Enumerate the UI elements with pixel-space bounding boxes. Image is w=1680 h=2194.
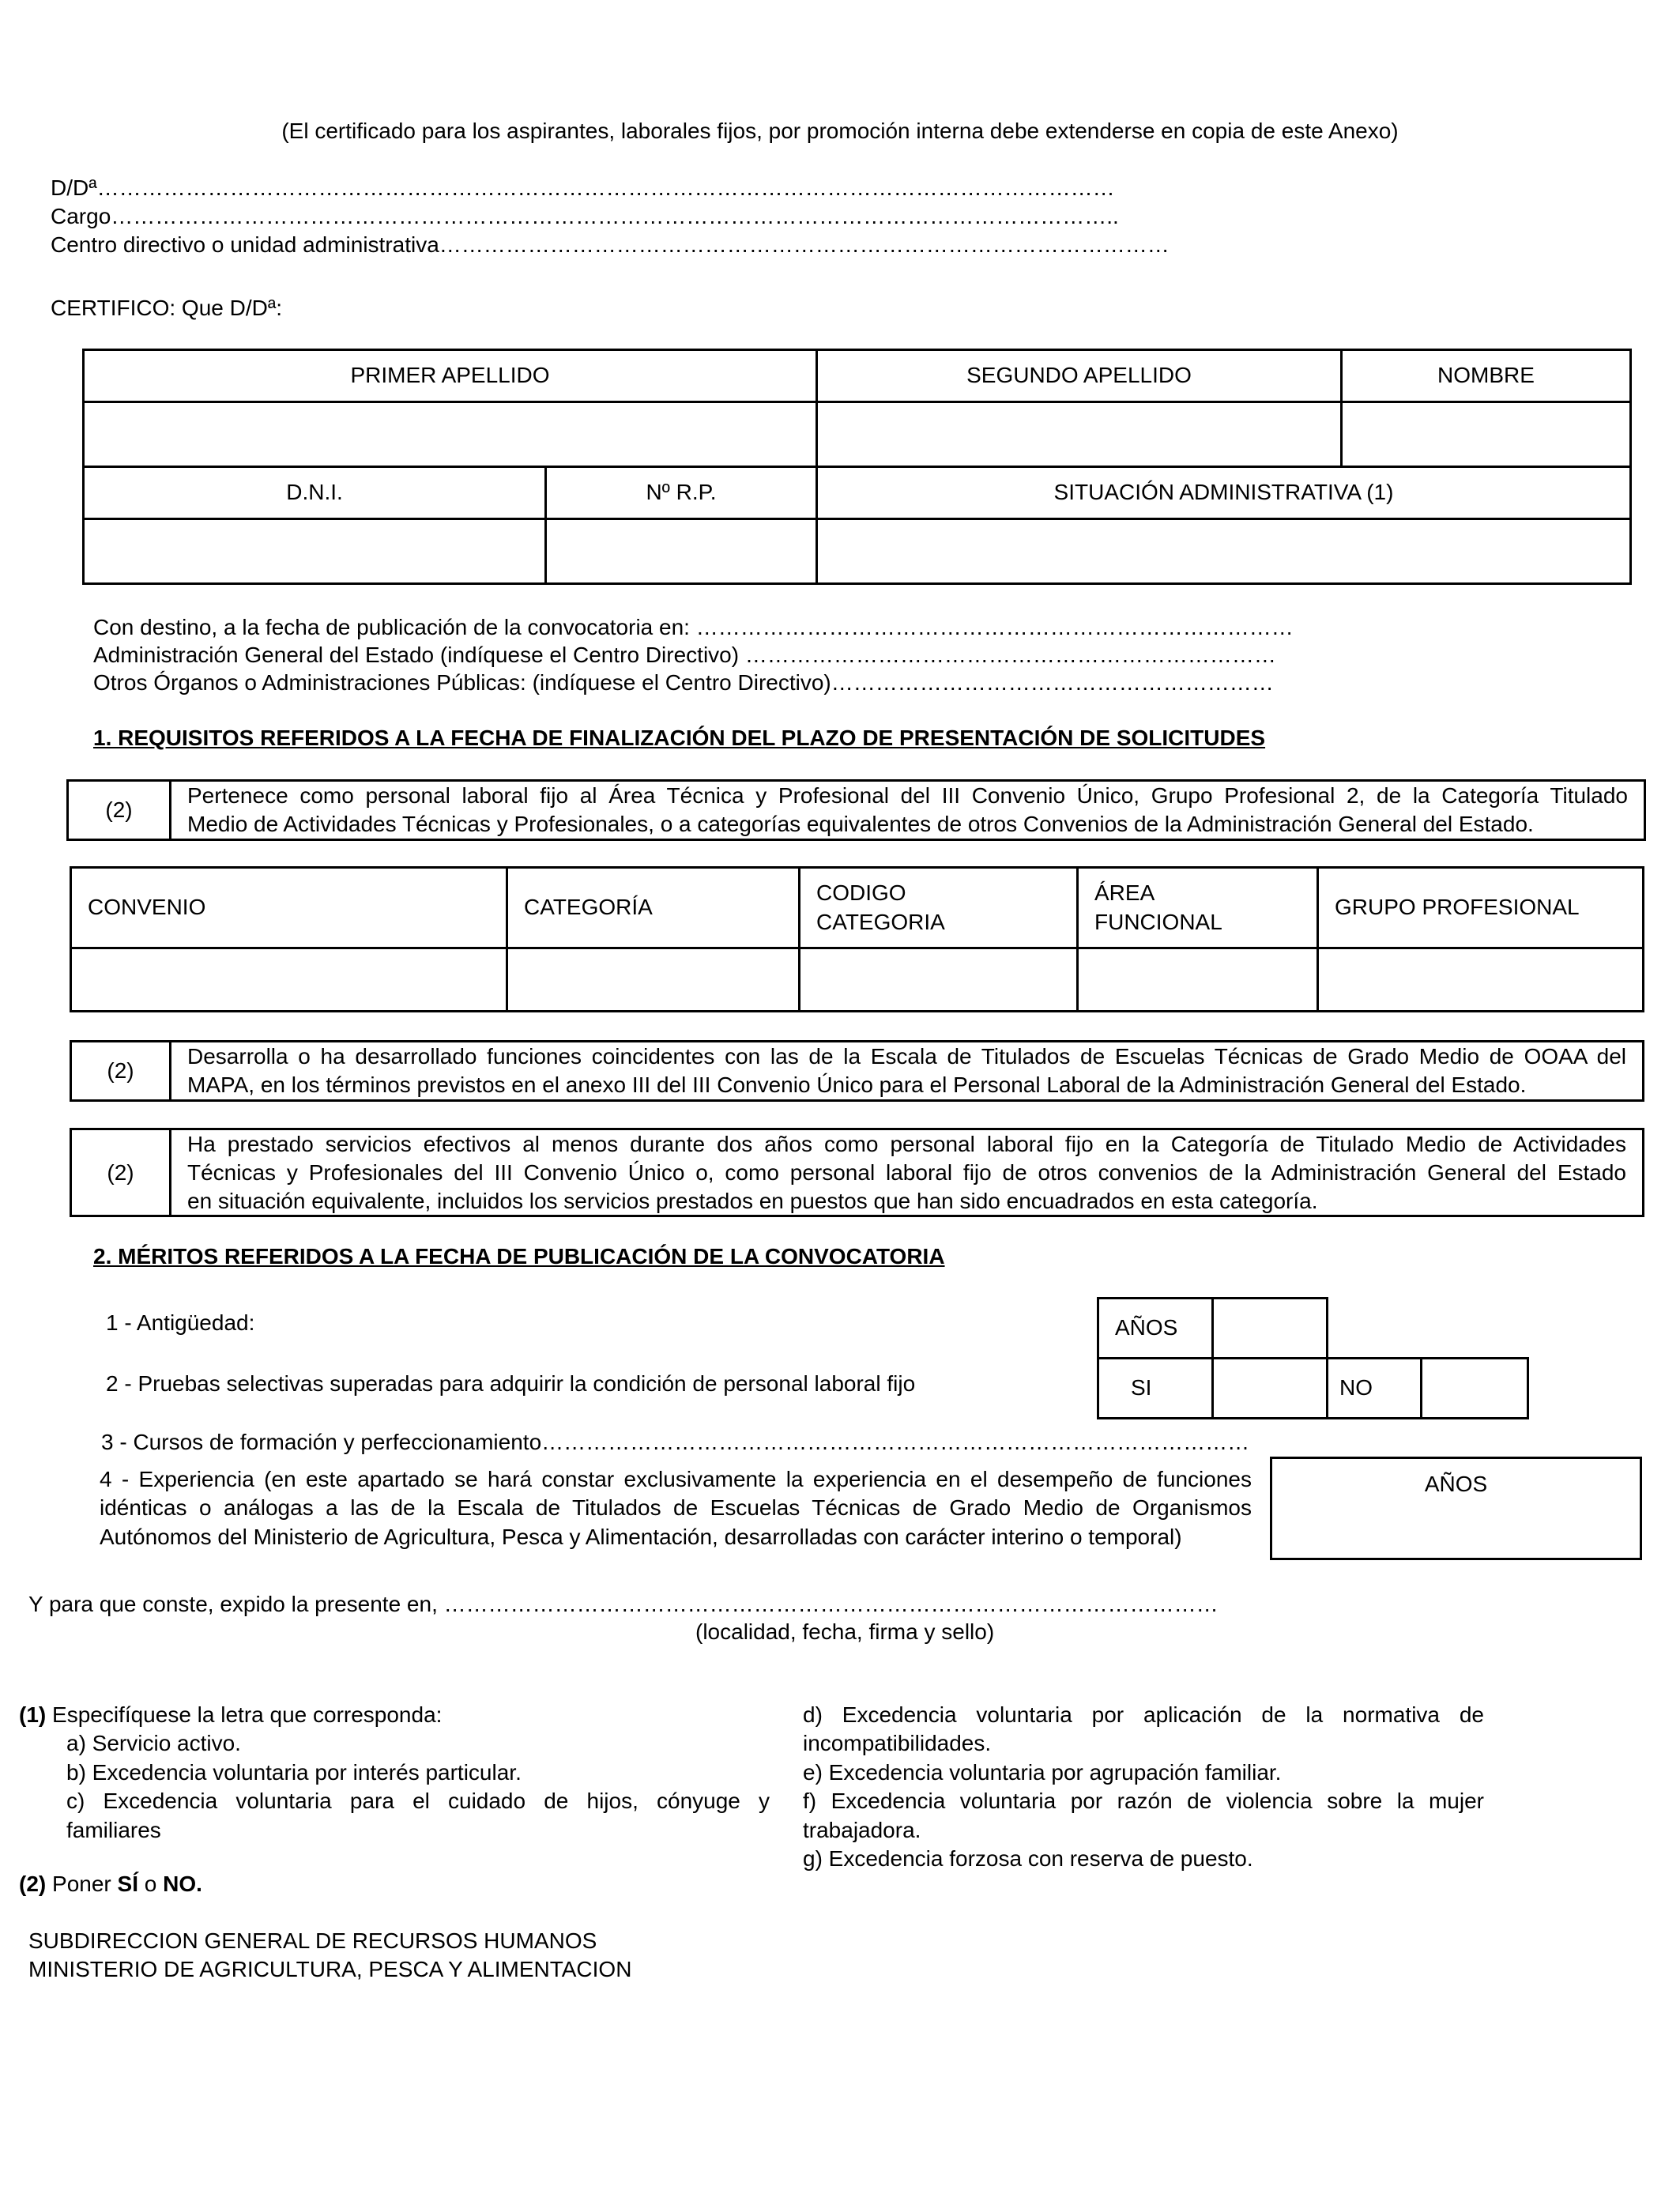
convenio-header: CONVENIO [71, 868, 507, 948]
note-c-line-1: c) Excedencia voluntaria para el cuidado de hijos, cónyuge y [66, 1789, 770, 1814]
categoria-cell[interactable] [507, 948, 800, 1012]
note-d-line-1: d) Excedencia voluntaria por aplicación de la normativa de [803, 1702, 1484, 1727]
anos-input-box[interactable] [1211, 1297, 1328, 1359]
note-b: b) Excedencia voluntaria por interés particular. [66, 1759, 522, 1785]
segundo-apellido-cell[interactable] [817, 402, 1342, 467]
area-line-1: ÁREA [1094, 880, 1155, 906]
dni-cell[interactable] [84, 519, 546, 584]
area-funcional-cell[interactable] [1078, 948, 1318, 1012]
experiencia-anos-label: AÑOS [1424, 1472, 1488, 1496]
situacion-header: SITUACIÓN ADMINISTRATIVA (1) [817, 467, 1631, 519]
note-a: a) Servicio activo. [66, 1731, 241, 1756]
no-input-box[interactable] [1420, 1357, 1529, 1419]
merito-1-antiguedad: 1 - Antigüedad: [106, 1310, 255, 1335]
nombre-cell[interactable] [1342, 402, 1631, 467]
footer-subdireccion: SUBDIRECCION GENERAL DE RECURSOS HUMANOS [28, 1928, 597, 1953]
note-c-line-2: familiares [66, 1817, 161, 1842]
section-2-title: 2. MÉRITOS REFERIDOS A LA FECHA DE PUBLICACIÓN DE LA CONVOCATORIA [93, 1244, 945, 1269]
dni-header: D.N.I. [84, 467, 546, 519]
note-g: g) Excedencia forzosa con reserva de puesto. [803, 1845, 1253, 1871]
note-f-line-1: f) Excedencia voluntaria por razón de violencia sobre la mujer [803, 1789, 1484, 1814]
segundo-apellido-header: SEGUNDO APELLIDO [817, 350, 1342, 402]
dd-field: D/Dª………………………………………………………………………………………………………………………… [51, 175, 1115, 200]
notes-right [803, 1701, 1484, 1873]
note-2 [19, 1870, 202, 1898]
no-label: NO [1339, 1375, 1373, 1400]
si-input-box[interactable] [1211, 1357, 1328, 1419]
requirement-3-line-3: en situación equivalente, incluidos los servicios prestados en puestos que han sido encuadrados en esta categoría. [187, 1188, 1318, 1213]
destino-line-3: Otros Órganos o Administraciones Públicas: (indíquese el Centro Directivo)…………………………………………………… [93, 670, 1274, 695]
area-line-2: FUNCIONAL [1094, 909, 1222, 934]
note-2-label: (2) [19, 1872, 47, 1896]
grupo-profesional-cell[interactable] [1318, 948, 1644, 1012]
codigo-line-2: CATEGORIA [816, 909, 945, 934]
expido-line: Y para que conste, expido la presente en, …………………………………………………………………………………………… [28, 1592, 1219, 1616]
requirement-3-line-2: Técnicas y Profesionales del III Convenio Único o, como personal laboral fijo de otros convenios de la Administración General del Estado [187, 1159, 1626, 1185]
merito-4-experiencia [100, 1465, 1252, 1551]
note-2-text: Poner [46, 1872, 118, 1896]
requirement-1-mark[interactable]: (2) [68, 781, 171, 840]
codigo-line-1: CODIGO [816, 880, 906, 906]
no-label-box [1326, 1357, 1422, 1419]
categoria-header: CATEGORÍA [507, 868, 800, 948]
note-2-o: o [137, 1872, 164, 1896]
requirement-2-line-2: MAPA, en los términos previstos en el anexo III del III Convenio Único para el Personal Laboral de la Administración General del Estado. [187, 1072, 1527, 1097]
centro-field: Centro directivo o unidad administrativa……………………………………………………………………………………… [51, 232, 1170, 257]
requirement-1-line-1: Pertenece como personal laboral fijo al Área Técnica y Profesional del III Convenio Único, Grupo Profesional 2, de la Categoría Titulado [187, 783, 1628, 808]
note-1-heading [19, 1701, 770, 1729]
anos-label-box [1097, 1297, 1214, 1359]
si-label-box [1097, 1357, 1214, 1419]
experiencia-anos-box[interactable] [1270, 1457, 1642, 1560]
destino-line-1: Con destino, a la fecha de publicación de la convocatoria en: ……………………………………………………………………… [93, 615, 1294, 639]
anos-label: AÑOS [1115, 1315, 1178, 1340]
destino-line-2: Administración General del Estado (indíquese el Centro Directivo) ……………………………………………………………… [93, 643, 1276, 667]
convenio-table [70, 866, 1644, 1012]
personal-data-table [82, 349, 1632, 585]
note-d-line-2: incompatibilidades. [803, 1731, 992, 1756]
note-f-line-2: trabajadora. [803, 1817, 921, 1842]
requirement-2-text [171, 1042, 1644, 1101]
notes-left [19, 1701, 770, 1845]
codigo-categoria-cell[interactable] [800, 948, 1078, 1012]
note-1-text: Especifíquese la letra que corresponda: [46, 1702, 443, 1727]
merito-3-cursos: 3 - Cursos de formación y perfeccionamiento…………………………………………………………………………………… [101, 1430, 1250, 1454]
nombre-header: NOMBRE [1342, 350, 1631, 402]
merito-4-line-1: 4 - Experiencia (en este apartado se hará constar exclusivamente la experiencia en el desempeño de funciones [100, 1467, 1252, 1491]
requirement-1-text [171, 781, 1645, 840]
requirement-3-mark[interactable]: (2) [71, 1129, 171, 1216]
merito-4-line-2: idénticas o análogas a las de la Escala de Titulados de Escuelas Técnicas de Grado Medio de Organismos [100, 1495, 1252, 1521]
primer-apellido-header: PRIMER APELLIDO [84, 350, 817, 402]
requirement-3 [70, 1128, 1644, 1217]
requirement-3-line-1: Ha prestado servicios efectivos al menos durante dos años como personal laboral fijo en la Categoría de Titulado Medio de Actividades [187, 1132, 1626, 1156]
cargo-field: Cargo……………………………………………………………………………………………………………………….. [51, 204, 1119, 228]
footer-ministerio: MINISTERIO DE AGRICULTURA, PESCA Y ALIMENTACION [28, 1957, 632, 1981]
convenio-cell[interactable] [71, 948, 507, 1012]
si-label: SI [1131, 1375, 1152, 1400]
section-1-title: 1. REQUISITOS REFERIDOS A LA FECHA DE FINALIZACIÓN DEL PLAZO DE PRESENTACIÓN DE SOLICITUDES [93, 726, 1266, 750]
note-1-label: (1) [19, 1702, 47, 1727]
requirement-1-line-2: Medio de Actividades Técnicas y Profesionales, o a categorías equivalentes de otros Convenios de la Administración General del Estado. [187, 811, 1534, 836]
grupo-profesional-header: GRUPO PROFESIONAL [1318, 868, 1644, 948]
requirement-2 [70, 1040, 1644, 1102]
nrp-header: Nº R.P. [546, 467, 817, 519]
note-2-si: SÍ [117, 1872, 138, 1896]
nrp-cell[interactable] [546, 519, 817, 584]
requirement-3-text [171, 1129, 1644, 1216]
requirement-2-line-1: Desarrolla o ha desarrollado funciones coincidentes con las de la Escala de Titulados de Escuelas Técnicas de Grado Medio de OOAA del [187, 1044, 1626, 1069]
merito-2-pruebas: 2 - Pruebas selectivas superadas para adquirir la condición de personal laboral fijo [106, 1371, 916, 1396]
area-funcional-header [1078, 868, 1318, 948]
merito-4-line-3: Autónomos del Ministerio de Agricultura, Pesca y Alimentación, desarrolladas con carácter interino o temporal) [100, 1524, 1182, 1549]
certifico-label: CERTIFICO: Que D/Dª: [51, 296, 283, 320]
primer-apellido-cell[interactable] [84, 402, 817, 467]
requirement-2-mark[interactable]: (2) [71, 1042, 171, 1101]
situacion-cell[interactable] [817, 519, 1631, 584]
requirement-1 [66, 779, 1646, 841]
codigo-categoria-header [800, 868, 1078, 948]
header-note: (El certificado para los aspirantes, laborales fijos, por promoción interna debe extenderse en copia de este Anexo) [281, 119, 1399, 143]
note-e: e) Excedencia voluntaria por agrupación familiar. [803, 1759, 1282, 1785]
note-2-no: NO. [163, 1872, 202, 1896]
expido-sub: (localidad, fecha, firma y sello) [695, 1619, 995, 1644]
